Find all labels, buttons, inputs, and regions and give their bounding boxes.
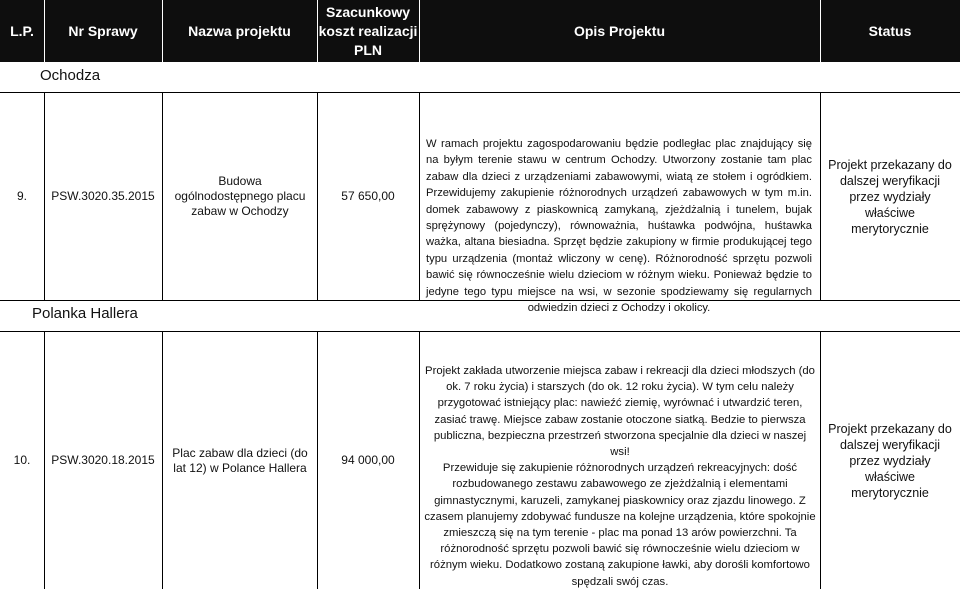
row-2-koszt: 94 000,00 (341, 453, 395, 467)
column-divider (317, 332, 318, 589)
header-koszt (317, 0, 419, 62)
header-divider (820, 0, 821, 62)
row-border-bottom (0, 300, 960, 301)
row-2-status: Projekt przekazany do dalszej weryfikacji przez wydziały właściwe merytorycznie (828, 421, 952, 500)
section-title-ochodza: Ochodza (40, 67, 101, 84)
header-opis (419, 0, 820, 62)
column-divider (44, 93, 45, 300)
header-opis-label: Opis Projektu (573, 22, 666, 39)
row-2-opis-paragraph-2: Przewiduje się zakupienie różnorodnych urządzeń rekreacyjnych: dość rozbudowanego zestawu zabawowego ze zjeżdżalnią i elementami gimnastycznymi, karuzeli, zamykanej piaskownicy oraz zjazdu linowego. Z czasem planujemy zdobywać fundusze na kolejne urządzenia, które spokojnie zmieszczą się na tym terenie - plac ma ponad 13 arów powierzchni. Ta różnorodność sprzętu pozwoli bawić się równocześnie wielu dzieciom w różnym wieku. Dodatkowo zostaną zakupione ławki, aby dorośli komfortowo spędzali swój czas. (424, 462, 816, 588)
header-nr-sprawy-label: Nr Sprawy (68, 22, 138, 39)
column-divider (820, 332, 821, 589)
header-divider (419, 0, 420, 62)
row-1-status: Projekt przekazany do dalszej weryfikacji przez wydziały właściwe merytorycznie (828, 157, 952, 236)
row-2-opis-paragraph-1: Projekt zakłada utworzenie miejsca zabaw i rekreacji dla dzieci młodszych (do ok. 7 roku życia) i starszych (do ok. 12 roku życia). W tym celu należy przygotować istniejący plac: nawieźć ziemię, wyrównać i utwardzić teren, zasiać trawę. Miejsce zabaw zostanie otoczone siatką. Bedzie to pierwsza publiczna, bezpieczna przestrzeń stworzona specjalnie dla dzieci w naszej wsi! (425, 365, 815, 459)
header-koszt-line-1: Szacunkowy (325, 3, 411, 20)
header-nr-sprawy (44, 0, 162, 62)
row-1-lp: 9. (16, 189, 27, 203)
column-divider (820, 93, 821, 300)
row-1-opis-paragraph: W ramach projektu zagospodarowaniu będzie podległac plac znajdujący się na byłym terenie stawu w centrum Ochodzy. Utworzony zostanie tam plac zabaw dla dzieci z urządzeniami zabawowymi, wiatą ze stołem i ogródkiem. Przewidujemy zakupienie różnorodnych urządzeń zabawowych w tym m.in. domek zabawowy z piaskownicą zamykaną, zjeżdżalnią i tunelem, bujak sprężynowy (pojedynczy), równoważnia, huśtawka podwójna, huśtawka ważka, altana biesiadna. Sprzęt będzie zakupiony w firmie produkującej tego typu urządzenia (montaż wliczony w cenę). Różnorodność sprzętu pozwoli bawić się równocześnie wielu dzieciom w różnym wieku. Ponieważ będzie to jedyne tego typu miejsce na wsi, w sezonie spodziewamy się regularnych odwiedzin dzieci z Ochodzy i okolicy. (426, 138, 812, 315)
row-2-nazwa: Plac zabaw dla dzieci (do lat 12) w Polance Hallera (172, 445, 308, 475)
row-1-koszt: 57 650,00 (341, 189, 395, 203)
row-1-nazwa: Budowa ogólnodostępnego placu zabaw w Ochodzy (174, 174, 306, 218)
header-koszt-line-2: koszt realizacji (318, 22, 418, 39)
column-divider (419, 332, 420, 589)
header-divider (317, 0, 318, 62)
column-divider (162, 93, 163, 300)
row-2-nr-sprawy: PSW.3020.18.2015 (51, 453, 155, 467)
row-2-opis (424, 363, 816, 590)
header-nazwa (162, 0, 317, 62)
header-lp (0, 0, 44, 62)
header-lp-label: L.P. (10, 22, 34, 39)
column-divider (44, 332, 45, 589)
row-1-nr-sprawy: PSW.3020.35.2015 (51, 189, 155, 203)
header-status-label: Status (868, 22, 912, 39)
header-divider (162, 0, 163, 62)
row-1-opis (426, 136, 812, 316)
column-divider (317, 93, 318, 300)
section-title-polanka-hallera: Polanka Hallera (32, 305, 138, 322)
header-nazwa-label: Nazwa projektu (188, 22, 291, 39)
column-divider (419, 93, 420, 300)
header-status (820, 0, 960, 62)
header-koszt-line-3: PLN (354, 41, 382, 58)
row-2-lp: 10. (13, 453, 31, 467)
header-divider (44, 0, 45, 62)
column-divider (162, 332, 163, 589)
